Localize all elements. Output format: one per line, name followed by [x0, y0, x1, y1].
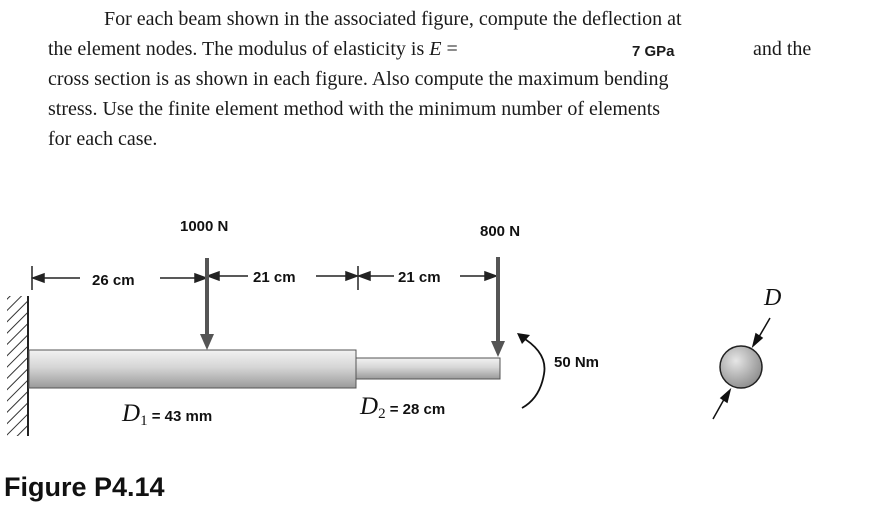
diameter-label-d1	[122, 400, 212, 430]
modulus-equals: =	[446, 38, 458, 60]
force-arrow-1000n	[200, 258, 214, 350]
problem-line-2-end: and the	[753, 38, 812, 60]
beam-segment-d2	[356, 358, 500, 379]
d2-value: = 28 cm	[389, 401, 446, 418]
problem-line-3: cross section is as shown in each figure. Also compute the maximum bending	[48, 68, 669, 90]
problem-line-2-text: the element nodes. The modulus of elasticity is	[48, 38, 430, 60]
modulus-value: 7 GPa	[632, 43, 675, 60]
d1-symbol: D	[122, 400, 141, 427]
modulus-symbol: E	[429, 38, 442, 60]
d1-subscript: 1	[140, 413, 148, 429]
fixed-wall-support	[7, 296, 28, 436]
d2-subscript: 2	[378, 406, 386, 422]
force-label-800n: 800 N	[480, 223, 521, 240]
diameter-label-d2	[360, 393, 445, 423]
dim-label-seg2: 21 cm	[253, 269, 296, 286]
dim-label-seg1: 26 cm	[92, 272, 135, 289]
problem-line-4: stress. Use the finite element method with the minimum number of elements	[48, 98, 661, 120]
cross-section-circle	[720, 346, 762, 388]
moment-label: 50 Nm	[554, 354, 600, 371]
d1-value: = 43 mm	[151, 408, 213, 425]
force-arrow-800n	[491, 257, 505, 357]
section-label-d: D	[764, 285, 782, 311]
dim-label-seg3: 21 cm	[398, 269, 441, 286]
problem-line-1: For each beam shown in the associated figure, compute the deflection at	[104, 8, 682, 30]
figure-caption: Figure P4.14	[4, 472, 165, 502]
force-label-1000n: 1000 N	[180, 218, 229, 235]
d2-symbol: D	[360, 393, 379, 420]
problem-line-5: for each case.	[48, 128, 158, 150]
beam-segment-d1	[29, 350, 356, 388]
moment-arrow	[517, 333, 545, 408]
